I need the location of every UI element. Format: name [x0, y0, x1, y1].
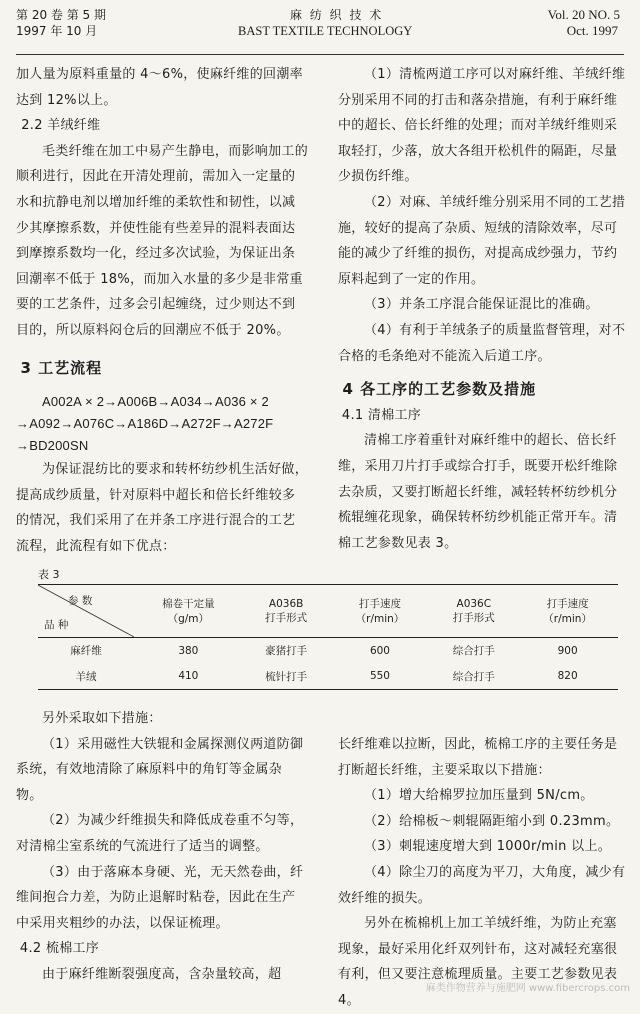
paragraph: 清棉工序着重针对麻纤维中的超长、倍长纤维，采用刀片打手或综合打手，既要开松纤维除去杂质，又要打断超长纤维，减轻转杯纺纱机分梳辊缠花现象，确保转杯纺纱机能正常开车。清棉工艺参数见表 3。 — [338, 433, 618, 551]
table-row: 麻纤维 380 豪猪打手 600 综合打手 900 — [70, 644, 578, 658]
table-row: 羊绒 410 梳针打手 550 综合打手 820 — [38, 664, 618, 690]
diag-label-variety: 品 种 — [44, 619, 69, 631]
issue-date: 1997 年 10 月 — [16, 24, 98, 38]
paragraph: 加人量为原料重量的 4～6%，使麻纤维的回潮率达到 12%以上。 — [16, 67, 303, 108]
paragraph: （1）清梳两道工序可以对麻纤维、羊绒纤维分别采用不同的打击和落杂措施，有利于麻纤维中的超长、倍长纤维的处理；而对羊绒纤维则采取轻打，少落，放大各组开松机件的隔距，尽量少损伤纤维。 — [338, 67, 626, 185]
paragraph: （4）有利于羊绒条子的质量监督管理，对不合格的毛条绝对不能流入后道工序。 — [338, 322, 626, 364]
paragraph: （1）采用磁性大铁辊和金属探测仪两道防御系统，有效地清除了麻原料中的角钉等金属杂物。 — [16, 736, 304, 803]
process-flow-line: A002A × 2→A006B→A034→A036 × 2 — [42, 394, 269, 410]
paragraph: （1）增大给棉罗拉加压量到 5N/cm。 — [364, 788, 594, 804]
right-column-top — [338, 62, 628, 556]
journal-title-cn: 麻 纺 织 技 术 — [290, 8, 384, 22]
diagonal-header-cell — [38, 585, 134, 638]
volume-info: Vol. 20 NO. 5 — [547, 7, 620, 22]
volume-date: Oct. 1997 — [566, 23, 618, 38]
table-3 — [38, 566, 618, 690]
col-header-lap-weight: 棉卷干定量 （g/m） — [162, 598, 215, 625]
paragraph: 另外采取如下措施： — [42, 711, 162, 726]
running-header — [0, 0, 640, 54]
left-column-bottom — [16, 706, 308, 988]
paragraph: （2）对麻、羊绒纤维分别采用不同的工艺措施，较好的提高了杂质、短绒的清除效率，尽可能的减少了纤维的损伤，对提高成纱强力，节约原料起到了一定的作用。 — [338, 194, 626, 287]
paragraph: （2）为减少纤维损失和降低成卷重不匀等，对清棉尘室系统的气流进行了适当的调整。 — [16, 813, 304, 854]
watermark: 麻类作物营养与施肥网 www.fibercrops.com — [425, 983, 630, 994]
section-heading-4-2: 4.2 梳棉工序 — [19, 941, 100, 957]
col-header-beater-speed: 打手速度 （r/min） — [355, 598, 405, 625]
section-heading-4-1: 4.1 清棉工序 — [341, 407, 422, 423]
paragraph: （3）由于落麻本身硬、光，无天然卷曲，纤维间抱合力差，为防止退解时粘卷，因此在生产中采用夹粗纱的办法，以保证梳理。 — [16, 864, 304, 931]
paragraph: 毛类纤维在加工中易产生静电，而影响加工的顺利进行，因此在开清处理前，需加入一定量的水和抗静电剂以增加纤维的柔软性和韧性，以减少其摩擦系数，并使性能有些差异的混料表面达到摩擦系数均一化，经过多次试验，为保证出条回潮率不低于 18%，而加入水量的多少是非常重要的工艺条件，过多会引起缠绕，过少则达不到目的，所以原料闷仓后的回潮应不低于 20%。 — [16, 143, 309, 338]
section-heading-3: 3 工艺流程 — [20, 358, 103, 377]
left-column-top — [16, 62, 308, 560]
right-column-bottom — [338, 732, 628, 1014]
paragraph: （4）除尘刀的高度为平刀，大角度，减少有效纤维的损失。 — [338, 864, 626, 906]
journal-title-en: BAST TEXTILE TECHNOLOGY — [238, 24, 413, 38]
header-rule — [16, 54, 624, 55]
paragraph: 长纤维难以拉断，因此，梳棉工序的主要任务是打断超长纤维，主要采取以下措施： — [338, 737, 618, 778]
paragraph: （3）刺辊速度增大到 1000r/min 以上。 — [364, 839, 612, 855]
paragraph: （2）给棉板～刺辊隔距缩小到 0.23mm。 — [364, 813, 620, 829]
col-header-beater-speed-2: 打手速度 （r/min） — [543, 598, 592, 625]
section-heading-2-2: 2.2 羊绒纤维 — [21, 118, 101, 134]
paragraph: （3）并条工序混合能保证混比的准确。 — [364, 297, 599, 313]
paragraph: 另外在梳棉机上加工羊绒纤维，为防止充塞现象，最好采用化纤双列针布，这对减轻充塞很有利，但又要注意梳理质量。主要工艺参数见表 4。 — [338, 916, 618, 1008]
process-flow-line: →BD200SN — [16, 438, 89, 454]
col-header-a036c-beater: A036C 打手形式 — [452, 597, 495, 624]
paragraph: 由于麻纤维断裂强度高，含杂量较高，超 — [42, 966, 282, 982]
section-heading-4: 4 各工序的工艺参数及措施 — [342, 380, 537, 399]
col-header-a036b-beater: A036B 打手形式 — [265, 597, 308, 624]
paragraph: 为保证混纺比的要求和转杯纺纱机生活好做，提高成纱质量，针对原料中超长和倍长纤维较多的情况，我们采用了在并条工序进行混合的工艺流程，此流程有如下优点： — [16, 462, 309, 554]
process-flow-line: →A092→A076C→A186D→A272F→A272F — [16, 416, 274, 432]
table-caption: 表 3 — [38, 568, 60, 581]
process-parameter-table — [38, 584, 618, 690]
diag-label-params: 参 数 — [68, 595, 93, 607]
issue-info: 第 20 卷 第 5 期 — [16, 8, 106, 22]
